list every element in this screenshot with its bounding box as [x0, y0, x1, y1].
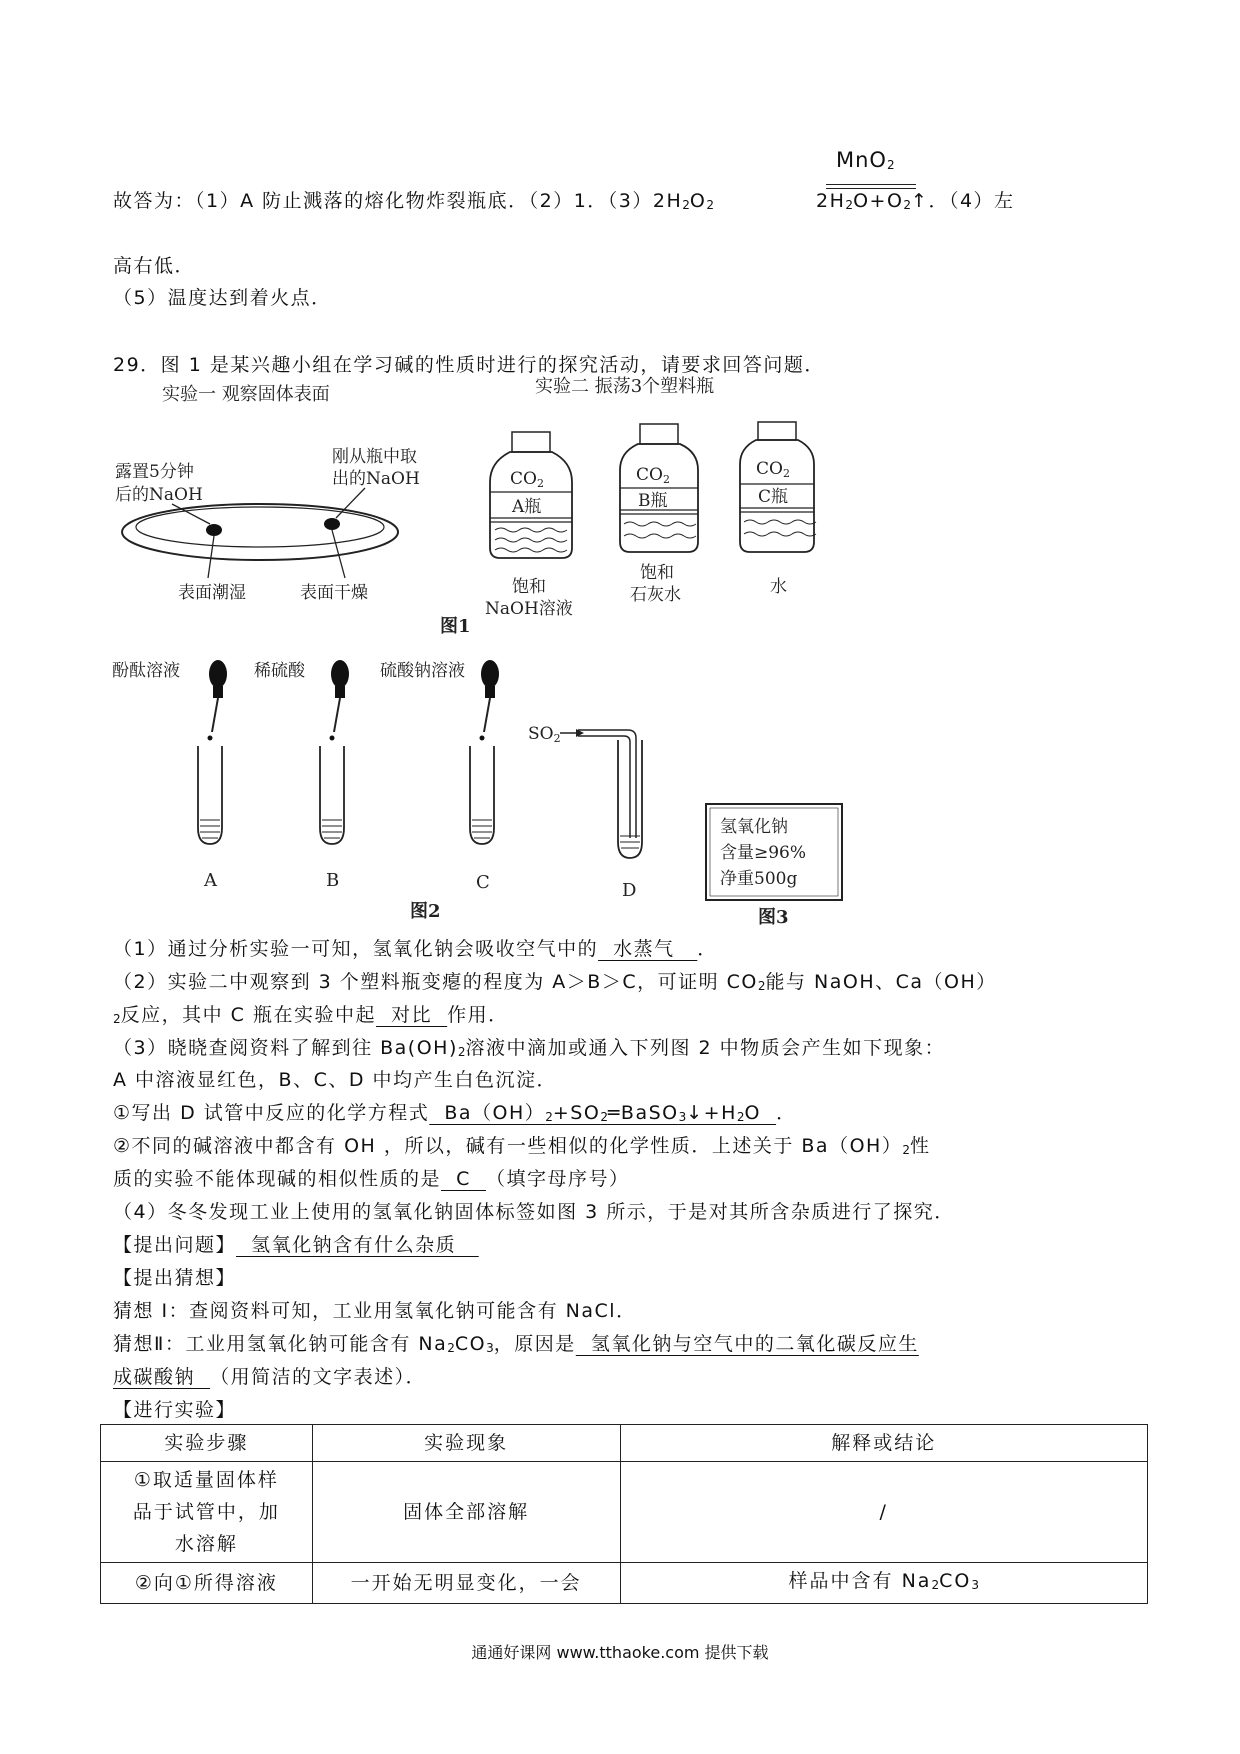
- surface-dry-label: 表面干燥: [300, 583, 368, 603]
- table-cell-step: ①取适量固体样 品于试管中，加 水溶解: [101, 1462, 313, 1563]
- figure-2-caption: 图2: [410, 901, 441, 922]
- q4-reason-answer-2: 成碳酸钠: [113, 1366, 211, 1388]
- table-cell-phenomenon: 一开始无明显变化，一会: [312, 1563, 620, 1604]
- exp1-title: 实验一 观察固体表面: [162, 384, 330, 405]
- liquid-a-1: 饱和: [512, 577, 546, 597]
- bottle-c-label: C瓶: [758, 487, 789, 507]
- liquid-a-2: NaOH溶液: [485, 599, 573, 619]
- table-row: [101, 1462, 1148, 1563]
- q3-line-4: ②不同的碱溶液中都含有 OH ，所以，碱有一些相似的化学性质．上述关于 $Ba(OH)_2$性: [113, 1135, 931, 1157]
- naoh-wet-sample: [206, 524, 222, 536]
- experiment-table: [100, 1424, 1148, 1604]
- figure-2: [100, 650, 880, 940]
- question-29-intro: 29．图 1 是某兴趣小组在学习碱的性质时进行的探究活动，请要求回答问题．: [113, 354, 825, 376]
- reagent-b-label: 稀硫酸: [254, 661, 305, 681]
- bottle-a: [485, 432, 573, 619]
- label-left-1: 露置5分钟: [115, 462, 194, 482]
- tube-d-letter: D: [622, 880, 637, 901]
- q4-line-6: 成碳酸钠 （用简洁的文字表述）．: [113, 1366, 427, 1388]
- table-header-row: [101, 1425, 1148, 1462]
- table-header: 解释或结论: [620, 1425, 1148, 1462]
- q3-line-5: 质的实验不能体现碱的相似性质的是 C （填字母序号）: [113, 1168, 630, 1190]
- q3-line-1: （3）晓晓查阅资料了解到往 $Ba(OH)_2$溶液中滴加或通入下列图 2 中物质会产生如下现象：: [113, 1037, 946, 1059]
- watch-glass: [122, 504, 398, 560]
- figure-1-caption: 图1: [440, 616, 471, 637]
- q1-line: （1）通过分析实验一可知，氢氧化钠会吸收空气中的 水蒸气 ．: [113, 938, 718, 960]
- q3-line-2: A 中溶液显红色，B、C、D 中均产生白色沉淀．: [113, 1069, 558, 1091]
- figure-1: [100, 370, 840, 640]
- bottle-b: [620, 424, 698, 605]
- test-tube-b: [320, 736, 344, 845]
- table-cell-step: ②向①所得溶液: [101, 1563, 313, 1604]
- bottle-b-label: B瓶: [638, 491, 668, 511]
- answer-line-2: 高右低．: [113, 255, 196, 277]
- equation-bar: [826, 184, 916, 185]
- liquid-b-2: 石灰水: [630, 585, 681, 605]
- bottle-a-label: A瓶: [512, 497, 542, 517]
- q4-question-answer: 氢氧化钠含有什么杂质: [236, 1234, 479, 1256]
- reagent-c-label: 硫酸钠溶液: [380, 661, 465, 681]
- dropper-a: [209, 660, 227, 732]
- figure-3-caption: 图3: [758, 907, 789, 928]
- q3-choice-answer: C: [441, 1168, 486, 1190]
- bottle-c-gas: CO2: [756, 459, 790, 480]
- q4-line-2: 【提出问题】 氢氧化钠含有什么杂质: [113, 1234, 479, 1256]
- catalyst-label: MnO$_2$: [836, 148, 895, 172]
- test-tube-c: [470, 736, 494, 845]
- table-cell-phenomenon: 固体全部溶解: [312, 1462, 620, 1563]
- gas-d-label: SO2: [528, 724, 561, 745]
- q4-line-7: 【进行实验】: [113, 1399, 237, 1421]
- test-tube-a: [198, 736, 222, 845]
- q4-reason-answer-1: 氢氧化钠与空气中的二氧化碳反应生: [575, 1333, 919, 1355]
- q1-answer: 水蒸气: [598, 938, 698, 960]
- table-header: 实验现象: [312, 1425, 620, 1462]
- label-box-line-1: 氢氧化钠: [720, 817, 788, 837]
- label-box-line-3: 净重500g: [720, 869, 798, 889]
- label-right-2: 出的NaOH: [332, 469, 420, 489]
- q2-answer: 对比: [376, 1004, 448, 1026]
- naoh-dry-sample: [324, 518, 340, 530]
- q3-line-3: ①写出 D 试管中反应的化学方程式 $Ba(OH)_2+SO_2═BaSO_3↓+H_2O$ ．: [113, 1102, 797, 1124]
- liquid-b-1: 饱和: [640, 563, 674, 583]
- tube-c-letter: C: [476, 872, 490, 893]
- table-row: [101, 1563, 1148, 1604]
- tube-a-letter: A: [204, 870, 217, 891]
- q4-line-3: 【提出猜想】: [113, 1267, 237, 1289]
- q4-line-1: （4）冬冬发现工业上使用的氢氧化钠固体标签如图 3 所示，于是对其所含杂质进行了探究．: [113, 1201, 955, 1223]
- dropper-b: [331, 660, 349, 732]
- exp2-title: 实验二 振荡3个塑料瓶: [535, 376, 715, 397]
- bottle-a-gas: CO2: [510, 469, 544, 490]
- dropper-c: [481, 660, 499, 732]
- q2-line-2: $_2$反应，其中 C 瓶在实验中起 对比 作用．: [113, 1004, 509, 1026]
- q4-line-4: 猜想 I：查阅资料可知，工业用氢氧化钠可能含有 NaCl．: [113, 1300, 637, 1322]
- figure-3: [706, 804, 842, 928]
- q4-line-5: 猜想Ⅱ：工业用氢氧化钠可能含有 $Na_2CO_3$，原因是 氢氧化钠与空气中的二氧化碳反应生: [113, 1333, 919, 1355]
- q3-equation-answer: $Ba(OH)_2+SO_2═BaSO_3↓+H_2O$: [429, 1102, 777, 1124]
- label-right-1: 刚从瓶中取: [332, 447, 417, 467]
- label-left-2: 后的NaOH: [115, 485, 203, 505]
- bottle-b-gas: CO2: [636, 465, 670, 486]
- answer-line-3: （5）温度达到着火点．: [113, 287, 332, 309]
- tube-b-letter: B: [326, 870, 340, 891]
- bottle-c: [740, 422, 816, 597]
- liquid-c: 水: [770, 577, 787, 597]
- table-cell-conclusion: /: [620, 1462, 1148, 1563]
- answer-line-1: 故答为：（1）A 防止溅落的熔化物炸裂瓶底．（2）1．$(3)2H_2O_2$ $2H_2O+O_2↑$．（4）左: [113, 190, 1015, 212]
- table-header: 实验步骤: [101, 1425, 313, 1462]
- page-footer: 通通好课网 www.tthaoke.com 提供下载: [471, 1643, 769, 1662]
- label-box-line-2: 含量≥96%: [720, 843, 807, 863]
- test-tube-d: [528, 724, 642, 858]
- reagent-a-label: 酚酞溶液: [112, 661, 180, 681]
- q2-line-1: （2）实验二中观察到 3 个塑料瓶变瘪的程度为 A＞B＞C，可证明 $CO_2$能与 NaOH、Ca（OH）: [113, 971, 997, 993]
- table-cell-conclusion: 样品中含有 $Na_2CO_3$: [620, 1563, 1148, 1604]
- surface-wet-label: 表面潮湿: [178, 583, 246, 603]
